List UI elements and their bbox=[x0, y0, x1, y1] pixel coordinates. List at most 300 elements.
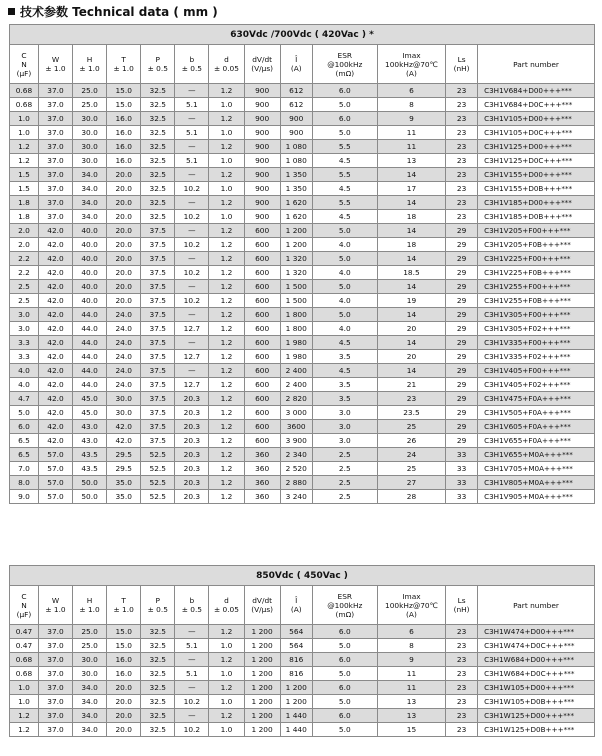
column-header-line: ± 0.5 bbox=[147, 605, 168, 614]
table-cell: 2 400 bbox=[280, 364, 312, 378]
table-cell: 20.0 bbox=[107, 238, 141, 252]
column-header-line: (nH) bbox=[453, 64, 470, 73]
table-cell: 1.2 bbox=[209, 364, 244, 378]
table-cell: 32.5 bbox=[141, 681, 175, 695]
table-cell: 52.5 bbox=[141, 476, 175, 490]
table-cell: 1.2 bbox=[10, 154, 39, 168]
table-cell: 2.2 bbox=[10, 252, 39, 266]
table-cell: 29 bbox=[446, 308, 478, 322]
table-cell: 20.0 bbox=[107, 196, 141, 210]
part-number-cell: C3H1W125+D00+++*** bbox=[478, 709, 595, 723]
table-cell: 20.0 bbox=[107, 210, 141, 224]
column-header-line: (A) bbox=[406, 68, 417, 78]
table-cell: 10.2 bbox=[175, 723, 209, 737]
table-cell: 24.0 bbox=[107, 378, 141, 392]
part-number-cell: C3H1V125+D0C+++*** bbox=[478, 154, 595, 168]
table-cell: 5.0 bbox=[312, 224, 377, 238]
table-row bbox=[10, 723, 595, 737]
table-cell: 564 bbox=[280, 625, 312, 639]
column-header bbox=[280, 586, 312, 625]
table-cell: 23 bbox=[446, 168, 478, 182]
table-cell: 2.0 bbox=[10, 238, 39, 252]
table-cell: 13 bbox=[377, 154, 445, 168]
part-number-cell: C3H1V255+F00+++*** bbox=[478, 280, 595, 294]
table-cell: 42.0 bbox=[38, 350, 72, 364]
table-cell: — bbox=[175, 625, 209, 639]
table-cell: 1 200 bbox=[244, 667, 280, 681]
table-row bbox=[10, 84, 595, 98]
column-header bbox=[446, 45, 478, 84]
column-header-line: ± 1.0 bbox=[45, 64, 66, 73]
table-cell: 1 200 bbox=[244, 709, 280, 723]
table-cell: 2.5 bbox=[10, 280, 39, 294]
table-cell: 1 200 bbox=[244, 625, 280, 639]
table-row bbox=[10, 448, 595, 462]
table-cell: 1.2 bbox=[209, 709, 244, 723]
column-header-line: ESR bbox=[337, 591, 353, 601]
table-cell: 4.0 bbox=[10, 378, 39, 392]
table-row bbox=[10, 168, 595, 182]
table-cell: 0.68 bbox=[10, 84, 39, 98]
table-cell: 30.0 bbox=[73, 653, 107, 667]
column-header-line: (V/μs) bbox=[251, 605, 274, 614]
column-header-line: N bbox=[21, 59, 27, 69]
table-cell: 57.0 bbox=[38, 490, 72, 504]
table-cell: 34.0 bbox=[73, 709, 107, 723]
table-cell: 8.0 bbox=[10, 476, 39, 490]
column-header bbox=[377, 45, 445, 84]
column-header-line: @100kHz bbox=[327, 600, 363, 610]
table-cell: 1 980 bbox=[280, 336, 312, 350]
column-header-line: Part number bbox=[513, 59, 559, 69]
square-bullet-icon bbox=[8, 8, 15, 15]
table-cell: 10.2 bbox=[175, 695, 209, 709]
table-cell: 3.0 bbox=[10, 322, 39, 336]
table-cell: 42.0 bbox=[38, 252, 72, 266]
part-number-cell: C3H1V225+F00+++*** bbox=[478, 252, 595, 266]
table-row bbox=[10, 378, 595, 392]
table-cell: — bbox=[175, 308, 209, 322]
table-cell: 900 bbox=[280, 126, 312, 140]
table-cell: 42.0 bbox=[38, 434, 72, 448]
table-cell: 1.2 bbox=[209, 224, 244, 238]
table-cell: 1.8 bbox=[10, 210, 39, 224]
table-cell: 35.0 bbox=[107, 490, 141, 504]
table-cell: 37.5 bbox=[141, 392, 175, 406]
table-cell: 5.0 bbox=[312, 667, 377, 681]
table-cell: 3.5 bbox=[312, 392, 377, 406]
table-cell: 1.2 bbox=[209, 681, 244, 695]
table-cell: 24.0 bbox=[107, 350, 141, 364]
table-cell: 52.5 bbox=[141, 462, 175, 476]
table-cell: 4.0 bbox=[312, 266, 377, 280]
table-cell: 5.5 bbox=[312, 168, 377, 182]
table-cell: 3.0 bbox=[10, 308, 39, 322]
table-cell: 6 bbox=[377, 625, 445, 639]
table-cell: 5.0 bbox=[312, 695, 377, 709]
part-number-cell: C3H1V505+F0A+++*** bbox=[478, 406, 595, 420]
table-cell: 612 bbox=[280, 84, 312, 98]
table-cell: 6.0 bbox=[10, 420, 39, 434]
table-cell: 32.5 bbox=[141, 126, 175, 140]
table-row bbox=[10, 182, 595, 196]
table-cell: 43.5 bbox=[73, 448, 107, 462]
table-cell: 900 bbox=[244, 168, 280, 182]
table-cell: 600 bbox=[244, 434, 280, 448]
table-cell: 15.0 bbox=[107, 639, 141, 653]
part-number-cell: C3H1V405+F00+++*** bbox=[478, 364, 595, 378]
table-cell: 600 bbox=[244, 392, 280, 406]
column-header-line: dV/dt bbox=[252, 55, 273, 64]
table-cell: 600 bbox=[244, 238, 280, 252]
table-cell: 20.0 bbox=[107, 280, 141, 294]
table-cell: 32.5 bbox=[141, 168, 175, 182]
column-header-line: Ls bbox=[457, 55, 466, 64]
table-cell: — bbox=[175, 168, 209, 182]
table-cell: 20.0 bbox=[107, 709, 141, 723]
table-cell: 26 bbox=[377, 434, 445, 448]
table-row bbox=[10, 364, 595, 378]
table-row bbox=[10, 126, 595, 140]
column-header-line: (nH) bbox=[453, 605, 470, 614]
table-cell: 9 bbox=[377, 653, 445, 667]
column-header-line: Imax bbox=[402, 591, 421, 601]
column-header bbox=[10, 45, 39, 84]
table-cell: — bbox=[175, 364, 209, 378]
table-cell: 37.5 bbox=[141, 224, 175, 238]
column-header-line: (mΩ) bbox=[335, 68, 355, 78]
table-cell: 15.0 bbox=[107, 98, 141, 112]
table-cell: 10.2 bbox=[175, 210, 209, 224]
table-cell: 20.0 bbox=[107, 681, 141, 695]
column-header-line: ± 1.0 bbox=[113, 605, 134, 614]
part-number-cell: C3H1V684+D0C+++*** bbox=[478, 98, 595, 112]
part-number-cell: C3H1V185+D00+++*** bbox=[478, 196, 595, 210]
table-cell: 16.0 bbox=[107, 653, 141, 667]
table-cell: 1.0 bbox=[209, 126, 244, 140]
table-cell: 20 bbox=[377, 322, 445, 336]
table-cell: 3.0 bbox=[312, 406, 377, 420]
table-cell: 43.0 bbox=[73, 434, 107, 448]
table-cell: 1.2 bbox=[209, 266, 244, 280]
table-cell: 37.0 bbox=[38, 196, 72, 210]
part-number-cell: C3H1V805+M0A+++*** bbox=[478, 476, 595, 490]
table-cell: 1 440 bbox=[280, 709, 312, 723]
part-number-cell: C3H1W474+D00+++*** bbox=[478, 625, 595, 639]
table-cell: 3 000 bbox=[280, 406, 312, 420]
table-cell: 1.0 bbox=[10, 695, 39, 709]
table-cell: 44.0 bbox=[73, 322, 107, 336]
table-cell: 2 340 bbox=[280, 448, 312, 462]
table-row bbox=[10, 392, 595, 406]
part-number-cell: C3H1W105+D0B+++*** bbox=[478, 695, 595, 709]
column-header-line: Î bbox=[295, 596, 298, 605]
table-cell: 6.5 bbox=[10, 448, 39, 462]
table-cell: 20.3 bbox=[175, 420, 209, 434]
table-row bbox=[10, 210, 595, 224]
column-header-line: ± 0.05 bbox=[213, 64, 239, 73]
table-cell: 900 bbox=[280, 112, 312, 126]
table-cell: 1.0 bbox=[209, 182, 244, 196]
table-row bbox=[10, 639, 595, 653]
table-cell: 4.5 bbox=[312, 154, 377, 168]
table-row bbox=[10, 476, 595, 490]
column-header-line: (mΩ) bbox=[335, 609, 355, 619]
column-header bbox=[312, 586, 377, 625]
column-header-line: (A) bbox=[406, 609, 417, 619]
column-header-line: H bbox=[86, 55, 93, 64]
column-header bbox=[209, 45, 244, 84]
table-cell: 1 200 bbox=[244, 723, 280, 737]
table-cell: 44.0 bbox=[73, 378, 107, 392]
table-cell: 5.1 bbox=[175, 154, 209, 168]
table-cell: 25.0 bbox=[73, 639, 107, 653]
table-cell: 37.5 bbox=[141, 364, 175, 378]
part-number-cell: C3H1V305+F02+++*** bbox=[478, 322, 595, 336]
table-cell: 40.0 bbox=[73, 266, 107, 280]
table-cell: 20.3 bbox=[175, 406, 209, 420]
table-cell: 18.5 bbox=[377, 266, 445, 280]
table-row bbox=[10, 625, 595, 639]
table-cell: 14 bbox=[377, 280, 445, 294]
column-header-line: ± 1.0 bbox=[113, 64, 134, 73]
column-header bbox=[73, 586, 107, 625]
table-cell: 5.1 bbox=[175, 639, 209, 653]
table-cell: 29 bbox=[446, 434, 478, 448]
table-cell: 360 bbox=[244, 448, 280, 462]
table-cell: 3.5 bbox=[312, 350, 377, 364]
table-cell: — bbox=[175, 112, 209, 126]
table-cell: 30.0 bbox=[73, 154, 107, 168]
column-header-line: W bbox=[51, 596, 60, 605]
table-cell: 14 bbox=[377, 168, 445, 182]
table-cell: 25.0 bbox=[73, 98, 107, 112]
table-cell: 1.2 bbox=[209, 392, 244, 406]
table-row bbox=[10, 322, 595, 336]
table-cell: 816 bbox=[280, 653, 312, 667]
table-cell: 20.0 bbox=[107, 224, 141, 238]
table-cell: 20.0 bbox=[107, 723, 141, 737]
table-cell: 23 bbox=[446, 196, 478, 210]
table-cell: 37.0 bbox=[38, 695, 72, 709]
table-cell: 32.5 bbox=[141, 112, 175, 126]
table-cell: 1.2 bbox=[209, 168, 244, 182]
table-cell: 1 200 bbox=[244, 681, 280, 695]
table-cell: 24.0 bbox=[107, 308, 141, 322]
table-cell: 1 200 bbox=[280, 695, 312, 709]
table-cell: 16.0 bbox=[107, 154, 141, 168]
table-cell: 11 bbox=[377, 140, 445, 154]
table-cell: 25.0 bbox=[73, 84, 107, 98]
part-number-cell: C3H1V905+M0A+++*** bbox=[478, 490, 595, 504]
table-cell: 23 bbox=[446, 695, 478, 709]
table-cell: 3 240 bbox=[280, 490, 312, 504]
column-header-line: H bbox=[86, 596, 93, 605]
column-header bbox=[175, 45, 209, 84]
column-header bbox=[38, 586, 72, 625]
table-cell: 360 bbox=[244, 476, 280, 490]
table-cell: 42.0 bbox=[38, 406, 72, 420]
table-cell: 1.2 bbox=[209, 336, 244, 350]
table-cell: 27 bbox=[377, 476, 445, 490]
table-cell: 600 bbox=[244, 350, 280, 364]
table-cell: 1.2 bbox=[209, 196, 244, 210]
table-cell: 37.5 bbox=[141, 252, 175, 266]
table-cell: 1 080 bbox=[280, 140, 312, 154]
table-cell: 3.0 bbox=[312, 420, 377, 434]
table-row bbox=[10, 336, 595, 350]
part-number-cell: C3H1V105+D0C+++*** bbox=[478, 126, 595, 140]
column-header-line: ESR bbox=[337, 50, 353, 60]
table-cell: 1.5 bbox=[10, 168, 39, 182]
table-cell: 1.2 bbox=[209, 308, 244, 322]
table-cell: 6 bbox=[377, 84, 445, 98]
column-header-line: W bbox=[51, 55, 60, 64]
part-number-cell: C3H1V105+D00+++*** bbox=[478, 112, 595, 126]
table-cell: 5.5 bbox=[312, 140, 377, 154]
table-cell: 15.0 bbox=[107, 625, 141, 639]
column-header-line: T bbox=[121, 596, 126, 605]
table-cell: 37.5 bbox=[141, 308, 175, 322]
table-row bbox=[10, 420, 595, 434]
table-cell: 2 880 bbox=[280, 476, 312, 490]
part-number-cell: C3H1W474+D0C+++*** bbox=[478, 639, 595, 653]
table-cell: 37.5 bbox=[141, 238, 175, 252]
table-cell: 1.0 bbox=[209, 98, 244, 112]
table-cell: 23 bbox=[446, 653, 478, 667]
table-cell: 4.0 bbox=[312, 238, 377, 252]
table-cell: 1.2 bbox=[209, 350, 244, 364]
table-cell: 600 bbox=[244, 420, 280, 434]
table-cell: 24.0 bbox=[107, 364, 141, 378]
table-cell: 20.0 bbox=[107, 252, 141, 266]
table-cell: 10.2 bbox=[175, 294, 209, 308]
table-cell: 13 bbox=[377, 695, 445, 709]
table-cell: 25.0 bbox=[73, 625, 107, 639]
table-cell: 25 bbox=[377, 420, 445, 434]
table-cell: 19 bbox=[377, 294, 445, 308]
table-cell: 37.0 bbox=[38, 709, 72, 723]
column-header-line: (μF) bbox=[16, 609, 32, 619]
table-cell: 2.5 bbox=[10, 294, 39, 308]
table-cell: 612 bbox=[280, 98, 312, 112]
table-cell: 42.0 bbox=[38, 294, 72, 308]
column-header bbox=[175, 586, 209, 625]
table-cell: 37.0 bbox=[38, 140, 72, 154]
table-cell: 564 bbox=[280, 639, 312, 653]
table-cell: — bbox=[175, 653, 209, 667]
table-cell: 6.0 bbox=[312, 681, 377, 695]
table-cell: 28 bbox=[377, 490, 445, 504]
table-cell: 1 440 bbox=[280, 723, 312, 737]
table-cell: 1.0 bbox=[209, 723, 244, 737]
table-cell: 43.5 bbox=[73, 462, 107, 476]
table-cell: 3.5 bbox=[312, 378, 377, 392]
table-cell: 37.5 bbox=[141, 266, 175, 280]
table-cell: 20.3 bbox=[175, 392, 209, 406]
table-cell: 1 200 bbox=[244, 653, 280, 667]
column-header-line: dV/dt bbox=[252, 596, 273, 605]
table-cell: 5.0 bbox=[312, 280, 377, 294]
table-cell: 32.5 bbox=[141, 210, 175, 224]
column-header-line: ± 1.0 bbox=[45, 605, 66, 614]
table-cell: 25 bbox=[377, 462, 445, 476]
table-cell: 35.0 bbox=[107, 476, 141, 490]
table-cell: 37.5 bbox=[141, 294, 175, 308]
table-cell: 600 bbox=[244, 294, 280, 308]
table-cell: 42.0 bbox=[38, 238, 72, 252]
table-cell: 600 bbox=[244, 224, 280, 238]
table-cell: 34.0 bbox=[73, 723, 107, 737]
table-cell: — bbox=[175, 84, 209, 98]
table-cell: 0.68 bbox=[10, 667, 39, 681]
table-cell: 23 bbox=[446, 140, 478, 154]
table-cell: 16.0 bbox=[107, 140, 141, 154]
table-cell: 42.0 bbox=[38, 280, 72, 294]
table-cell: 1 200 bbox=[244, 639, 280, 653]
table-cell: 40.0 bbox=[73, 238, 107, 252]
column-header bbox=[73, 45, 107, 84]
column-header-line: ± 0.5 bbox=[181, 605, 202, 614]
table-cell: 32.5 bbox=[141, 723, 175, 737]
table-cell: 23 bbox=[446, 625, 478, 639]
column-header bbox=[478, 45, 595, 84]
table-cell: 1.2 bbox=[209, 140, 244, 154]
table-cell: 29 bbox=[446, 238, 478, 252]
part-number-cell: C3H1V335+F00+++*** bbox=[478, 336, 595, 350]
table-cell: 37.0 bbox=[38, 98, 72, 112]
table-cell: 1.0 bbox=[209, 210, 244, 224]
table-cell: 2.5 bbox=[312, 490, 377, 504]
table-cell: 23 bbox=[446, 681, 478, 695]
table-cell: 1 200 bbox=[280, 238, 312, 252]
table-cell: 37.0 bbox=[38, 168, 72, 182]
table-cell: 3.3 bbox=[10, 336, 39, 350]
column-header bbox=[107, 586, 141, 625]
table-cell: 34.0 bbox=[73, 210, 107, 224]
table-cell: 16.0 bbox=[107, 126, 141, 140]
table-cell: 34.0 bbox=[73, 168, 107, 182]
table-cell: 600 bbox=[244, 280, 280, 294]
table-cell: 23 bbox=[446, 154, 478, 168]
table-cell: 600 bbox=[244, 308, 280, 322]
column-header bbox=[446, 586, 478, 625]
part-number-cell: C3H1V655+M0A+++*** bbox=[478, 448, 595, 462]
column-header bbox=[141, 586, 175, 625]
table-cell: 42.0 bbox=[38, 378, 72, 392]
table-cell: 33 bbox=[446, 448, 478, 462]
table-row bbox=[10, 667, 595, 681]
column-header-line: P bbox=[155, 596, 160, 605]
table-cell: 29 bbox=[446, 322, 478, 336]
table-row bbox=[10, 266, 595, 280]
table-cell: 1 200 bbox=[280, 681, 312, 695]
column-header bbox=[10, 586, 39, 625]
table-cell: 37.5 bbox=[141, 350, 175, 364]
table-cell: 1.8 bbox=[10, 196, 39, 210]
part-number-cell: C3H1V225+F0B+++*** bbox=[478, 266, 595, 280]
table-cell: 52.5 bbox=[141, 490, 175, 504]
table-cell: 34.0 bbox=[73, 695, 107, 709]
table-cell: 8 bbox=[377, 639, 445, 653]
table-cell: 4.0 bbox=[10, 364, 39, 378]
table-cell: 900 bbox=[244, 154, 280, 168]
table-cell: 30.0 bbox=[73, 140, 107, 154]
table-cell: 1.2 bbox=[209, 625, 244, 639]
table-cell: 12.7 bbox=[175, 378, 209, 392]
table-cell: 37.0 bbox=[38, 681, 72, 695]
table-cell: 1.0 bbox=[10, 112, 39, 126]
